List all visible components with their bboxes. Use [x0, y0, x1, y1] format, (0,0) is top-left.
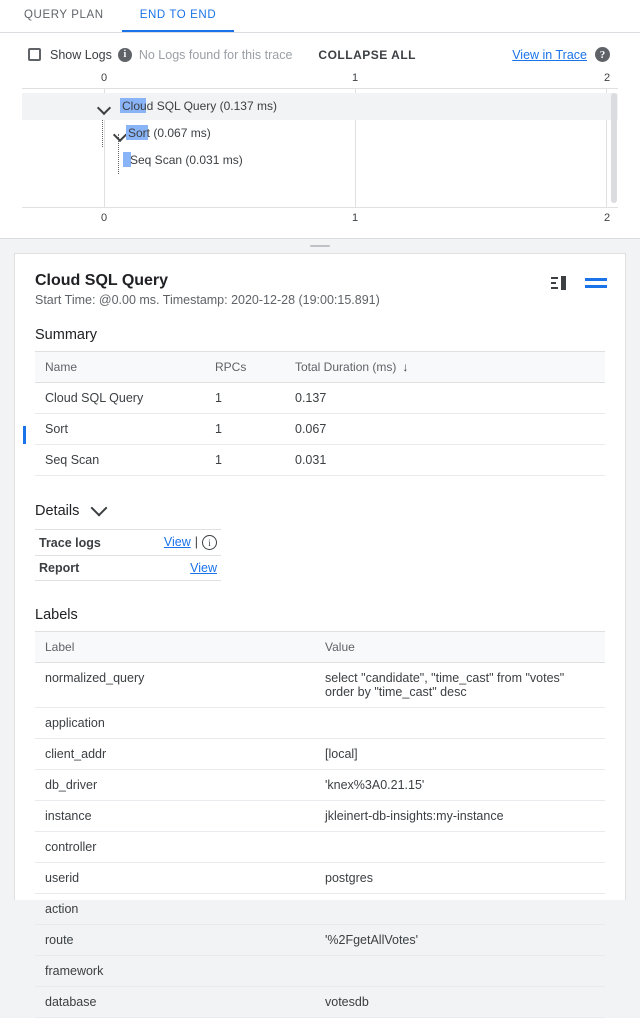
table-row: [35, 556, 221, 581]
span-detail-card: [14, 253, 626, 1010]
summary-cell-rpcs: 1: [205, 383, 285, 414]
no-logs-text: No Logs found for this trace: [138, 47, 293, 62]
summary-cell-name: Sort: [35, 414, 205, 445]
label-key: application: [35, 708, 315, 739]
table-row[interactable]: [35, 956, 605, 987]
label-value: [315, 832, 605, 863]
summary-col-duration-label: Total Duration (ms): [295, 360, 397, 374]
summary-table: [35, 351, 605, 476]
span-title: Cloud SQL Query: [35, 272, 169, 289]
table-row[interactable]: [35, 801, 605, 832]
summary-cell-duration: 0.067: [285, 414, 605, 445]
table-row[interactable]: [35, 663, 605, 708]
summary-cell-rpcs: 1: [205, 445, 285, 476]
summary-cell-rpcs: 1: [205, 414, 285, 445]
label-value: 'knex%3A0.21.15': [315, 770, 605, 801]
label-key: action: [35, 894, 315, 925]
details-separator: |: [194, 535, 198, 549]
splitter-grip[interactable]: [310, 245, 330, 247]
axis-tick-top-2: 2: [603, 72, 611, 84]
timeline-row-seq-scan[interactable]: [22, 147, 618, 174]
table-row[interactable]: [35, 739, 605, 770]
labels-col-value: Value: [315, 632, 605, 663]
timeline-axis-top: [22, 72, 618, 88]
timeline-row-label: Sort (0.067 ms): [128, 126, 211, 140]
span-subtitle: Start Time: @0.00 ms. Timestamp: 2020-12-28 (19:00:15.891): [35, 293, 380, 307]
summary-cell-duration: 0.031: [285, 445, 605, 476]
label-value: [315, 894, 605, 925]
span-detail-body: [15, 254, 625, 1018]
details-heading: Details: [35, 502, 80, 519]
details-section-toggle[interactable]: [35, 502, 605, 519]
label-value: votesdb: [315, 987, 605, 1018]
table-row[interactable]: [35, 383, 605, 414]
table-row[interactable]: [35, 708, 605, 739]
table-row[interactable]: [35, 863, 605, 894]
chevron-down-icon[interactable]: [98, 100, 112, 114]
show-logs-label: Show Logs: [50, 47, 112, 62]
label-key: client_addr: [35, 739, 315, 770]
info-icon[interactable]: i: [118, 48, 132, 62]
selection-marker: [23, 426, 26, 444]
labels-heading: Labels: [35, 607, 78, 624]
label-value: '%2FgetAllVotes': [315, 925, 605, 956]
show-logs-checkbox[interactable]: [28, 48, 41, 61]
summary-header-row: [35, 352, 605, 383]
timeline-plot: [22, 88, 618, 208]
report-view-link[interactable]: View: [190, 561, 217, 576]
table-row[interactable]: [35, 832, 605, 863]
view-toggle-group: [537, 276, 607, 290]
axis-tick-bottom-1: 1: [351, 212, 359, 224]
label-key: normalized_query: [35, 663, 315, 708]
split-view-icon[interactable]: [551, 276, 571, 290]
table-row[interactable]: [35, 894, 605, 925]
summary-heading: Summary: [35, 327, 98, 343]
label-key: userid: [35, 863, 315, 894]
timeline-row-sort[interactable]: [22, 120, 618, 147]
summary-cell-name: Cloud SQL Query: [35, 383, 205, 414]
details-table: [35, 529, 221, 581]
label-key: route: [35, 925, 315, 956]
details-value-report: [134, 556, 221, 581]
axis-tick-bottom-0: 0: [100, 212, 108, 224]
labels-col-label: Label: [35, 632, 315, 663]
table-row[interactable]: [35, 770, 605, 801]
label-value: select "candidate", "time_cast" from "votes" order by "time_cast" desc: [315, 663, 605, 708]
timeline-right-links: [512, 47, 624, 62]
chevron-down-icon[interactable]: [91, 500, 108, 517]
label-key: database: [35, 987, 315, 1018]
trace-timeline-panel: [0, 33, 640, 239]
summary-col-rpcs[interactable]: RPCs: [205, 352, 285, 383]
table-row[interactable]: [35, 445, 605, 476]
label-value: postgres: [315, 863, 605, 894]
trace-logs-view-link[interactable]: View: [163, 535, 191, 549]
collapse-all-button[interactable]: COLLAPSE ALL: [318, 47, 416, 62]
label-value: [local]: [315, 739, 605, 770]
sort-descending-icon: ↓: [402, 360, 409, 374]
timeline-row-label: Seq Scan (0.031 ms): [130, 153, 243, 167]
axis-tick-top-1: 1: [351, 72, 359, 84]
details-key-report: Report: [35, 556, 134, 581]
label-value: [315, 708, 605, 739]
view-in-trace-link[interactable]: View in Trace: [512, 47, 587, 62]
labels-header-row: [35, 632, 605, 663]
label-value: jkleinert-db-insights:my-instance: [315, 801, 605, 832]
table-row: [35, 530, 221, 556]
help-icon[interactable]: ?: [595, 47, 610, 62]
timeline-controls: [0, 33, 640, 70]
panel-splitter[interactable]: [0, 239, 640, 253]
table-row[interactable]: [35, 925, 605, 956]
details-key-trace-logs: Trace logs: [35, 530, 134, 556]
details-value-trace-logs: [134, 530, 221, 556]
info-outline-icon[interactable]: i: [202, 535, 217, 550]
timeline-scrollbar[interactable]: [611, 93, 617, 203]
timeline-row-cloud-sql-query[interactable]: [22, 93, 618, 120]
timeline-chart: [22, 72, 618, 228]
summary-cell-duration: 0.137: [285, 383, 605, 414]
label-value: [315, 956, 605, 987]
axis-tick-bottom-2: 2: [603, 212, 611, 224]
table-row[interactable]: [35, 414, 605, 445]
labels-table: [35, 631, 605, 1018]
summary-col-name[interactable]: Name: [35, 352, 205, 383]
list-view-icon[interactable]: [585, 276, 607, 290]
tab-bar: [0, 0, 640, 33]
summary-col-duration[interactable]: [285, 352, 605, 383]
summary-cell-name: Seq Scan: [35, 445, 205, 476]
axis-tick-top-0: 0: [100, 72, 108, 84]
label-key: db_driver: [35, 770, 315, 801]
table-row[interactable]: [35, 987, 605, 1018]
label-key: controller: [35, 832, 315, 863]
tab-query-plan[interactable]: QUERY PLAN: [24, 9, 104, 21]
label-key: framework: [35, 956, 315, 987]
timeline-row-label: Cloud SQL Query (0.137 ms): [122, 99, 277, 113]
timeline-axis-bottom: [22, 212, 618, 228]
tab-end-to-end[interactable]: END TO END: [122, 0, 235, 32]
label-key: instance: [35, 801, 315, 832]
